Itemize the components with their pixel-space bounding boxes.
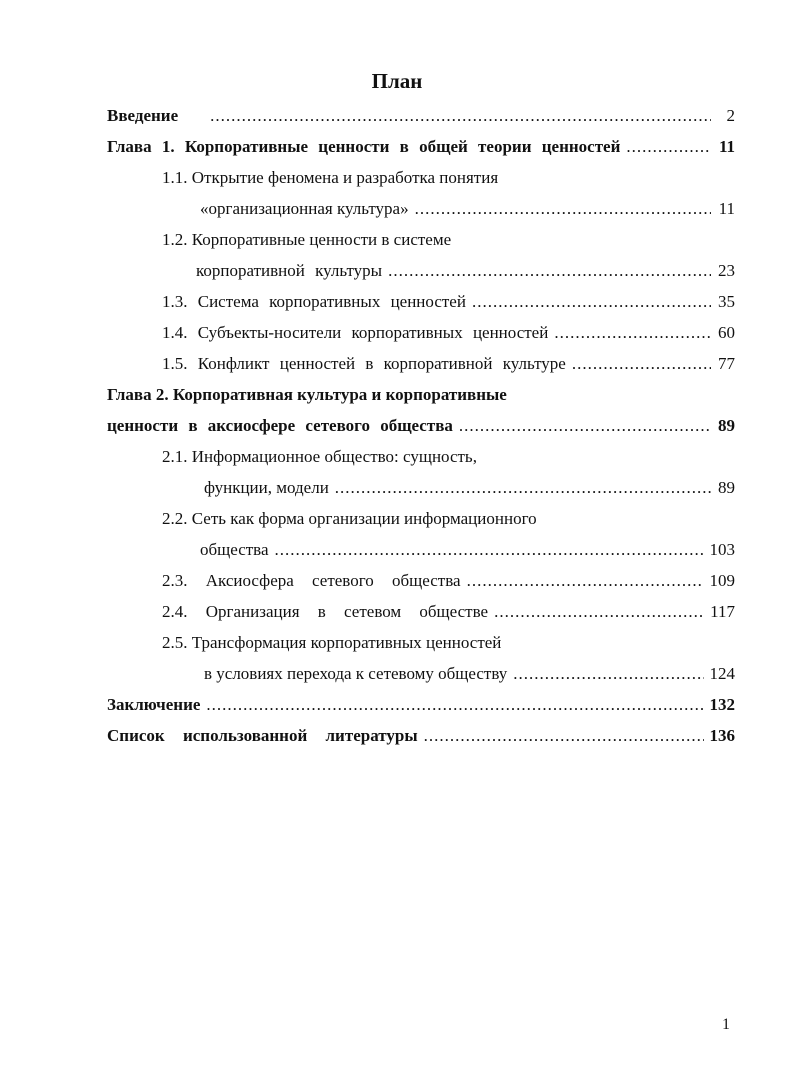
toc-entry-page: 35 — [718, 292, 735, 311]
toc-entry-page: 132 — [709, 695, 735, 714]
dot-leader — [415, 196, 711, 222]
page-title: План — [371, 69, 423, 93]
dot-leader — [513, 661, 703, 687]
toc-entry-2-5-line2[interactable] — [204, 661, 735, 687]
toc-entry-page: 11 — [718, 199, 735, 218]
toc-entry-2-2-line2[interactable] — [200, 537, 735, 563]
toc-entry-label: 2.1. Информационное общество: сущность, — [162, 447, 477, 466]
toc-entry-label: Заключение — [107, 695, 201, 714]
toc-entry-label: 2.3. Аксиосфера сетевого общества — [162, 571, 461, 590]
toc-entry-label: Введение — [107, 106, 179, 125]
toc-entry-label: 1.2. Корпоративные ценности в системе — [162, 230, 452, 249]
toc-entry-chapter-2-line2[interactable] — [107, 413, 735, 439]
dot-leader — [467, 568, 704, 594]
toc-entry-label: 1.4. Субъекты-носители корпоративных ценностей — [162, 323, 549, 342]
toc-entry-label: 2.4. Организация в сетевом обществе — [162, 602, 489, 621]
toc-entry-chapter-1[interactable] — [107, 134, 735, 160]
dot-leader — [626, 134, 711, 160]
toc-entry-page: 23 — [718, 261, 735, 280]
toc-entry-label: 1.5. Конфликт ценностей в корпоративной культуре — [162, 354, 566, 373]
toc-entry-label: 2.2. Сеть как форма организации информационного — [162, 509, 537, 528]
toc-entry-2-5-line1[interactable] — [162, 630, 735, 656]
toc-entry-1-2-line1[interactable] — [162, 227, 735, 253]
toc-entry-page: 117 — [710, 602, 735, 621]
dot-leader — [210, 103, 711, 129]
toc-entry-page: 124 — [709, 664, 735, 683]
toc-entry-page: 11 — [718, 137, 735, 156]
toc-entry-1-1-line2[interactable] — [200, 196, 735, 222]
page-number: 1 — [722, 1016, 730, 1033]
toc-entry-page: 77 — [718, 354, 735, 373]
toc-entry-page: 103 — [709, 540, 735, 559]
toc-entry-1-5[interactable] — [162, 351, 735, 377]
toc-entry-intro[interactable] — [107, 103, 735, 129]
toc-entry-page: 136 — [709, 726, 735, 745]
toc-entry-label: корпоративной культуры — [196, 261, 383, 280]
toc-entry-conclusion[interactable] — [107, 692, 735, 718]
dot-leader — [424, 723, 704, 749]
toc-entry-label: Глава 1. Корпоративные ценности в общей теории ценностей — [107, 137, 621, 156]
dot-leader — [472, 289, 711, 315]
toc-entry-label: общества — [200, 540, 269, 559]
toc-entry-page: 60 — [718, 323, 735, 342]
dot-leader — [554, 320, 711, 346]
toc-entry-2-3[interactable] — [162, 568, 735, 594]
toc-entry-page: 109 — [709, 571, 735, 590]
dot-leader — [335, 475, 711, 501]
dot-leader — [388, 258, 711, 284]
toc-entry-2-4[interactable] — [162, 599, 735, 625]
toc-entry-1-4[interactable] — [162, 320, 735, 346]
toc-entry-page: 89 — [718, 416, 735, 435]
toc-entry-1-2-line2[interactable] — [196, 258, 735, 284]
toc-entry-label: ценности в аксиосфере сетевого общества — [107, 416, 453, 435]
toc-entry-references[interactable] — [107, 723, 735, 749]
toc-entry-page: 89 — [718, 478, 735, 497]
toc-entry-2-2-line1[interactable] — [162, 506, 735, 532]
toc-entry-label: 1.1. Открытие феномена и разработка понятия — [162, 168, 499, 187]
dot-leader — [494, 599, 704, 625]
toc-entry-label: в условиях перехода к сетевому обществу — [204, 664, 508, 683]
toc-entry-page: 2 — [726, 106, 735, 125]
toc-entry-2-1-line2[interactable] — [204, 475, 735, 501]
dot-leader — [275, 537, 704, 563]
dot-leader — [459, 413, 711, 439]
toc-entry-1-1-line1[interactable] — [162, 165, 735, 191]
dot-leader — [572, 351, 711, 377]
dot-leader — [206, 692, 703, 718]
toc-entry-label: Глава 2. Корпоративная культура и корпоративные — [107, 385, 507, 404]
toc-entry-label: Список использованной литературы — [107, 726, 418, 745]
toc-entry-label: функции, модели — [204, 478, 329, 497]
toc-entry-1-3[interactable] — [162, 289, 735, 315]
toc-entry-chapter-2-line1[interactable] — [107, 382, 735, 408]
toc-entry-label: 1.3. Система корпоративных ценностей — [162, 292, 466, 311]
toc-entry-2-1-line1[interactable] — [162, 444, 735, 470]
toc-entry-label: «организационная культура» — [200, 199, 409, 218]
toc-entry-label: 2.5. Трансформация корпоративных ценностей — [162, 633, 502, 652]
